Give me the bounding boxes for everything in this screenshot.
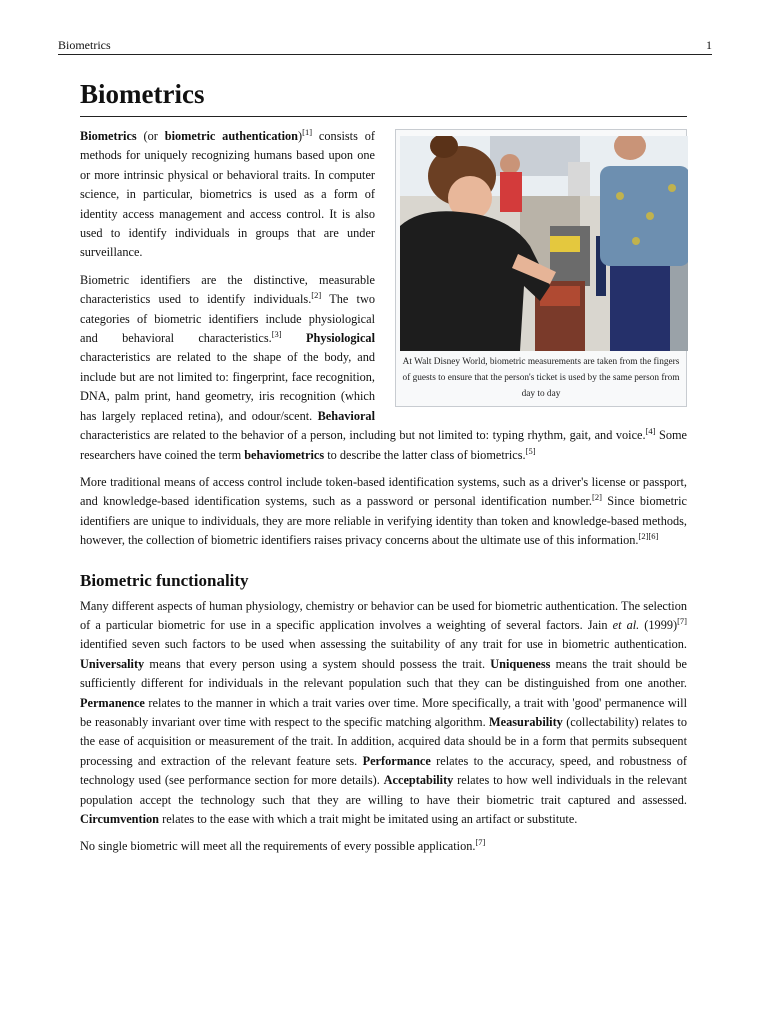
citation-link[interactable]: [1] bbox=[302, 127, 313, 137]
page-number: 1 bbox=[706, 38, 712, 52]
figure-caption: At Walt Disney World, biometric measurements are taken from the fingers of guests to ensure that the person's ticket is used by the same person from day to day bbox=[402, 357, 680, 399]
citation-link[interactable]: [2] bbox=[592, 492, 602, 503]
citation-link[interactable]: [3] bbox=[271, 329, 282, 340]
citation-link[interactable]: [2] bbox=[311, 290, 322, 301]
running-title: Biometrics bbox=[58, 38, 111, 52]
citation-link[interactable]: [5] bbox=[525, 445, 536, 456]
paragraph-intro: Biometrics (or biometric authentication)[1] consists of methods for uniquely recognizing humans based upon one or more intrinsic physical or behavioral traits. In computer science, in particular, biometrics is used as a form of identity access management and access control. It is also used to identify individuals in groups that are under surveillance. bbox=[80, 127, 375, 260]
citation-link[interactable]: [7] bbox=[475, 837, 486, 848]
photo-park-entrance-scanner bbox=[400, 136, 688, 351]
paragraph-conclusion: No single biometric will meet all the requirements of every possible application.[7] bbox=[80, 837, 486, 854]
citation-link[interactable]: [4] bbox=[645, 426, 656, 437]
paragraph-functionality: Many different aspects of human physiology, chemistry or behavior can be used for biometric authentication. The selection of a particular biometric for use in a specific application involves a weighting of several factors. Jain et al. (1999)[7] identified seven such factors to be used when assessing the suitability of any trait for use in biometric authentication. Universality means that every person using a system should possess the trait. Uniqueness means the trait should be sufficiently different for individuals in the relevant population such that they can be distinguished from one another. Permanence relates to the manner in which a trait varies over time. More specifically, a trait with 'good' permanence will be reasonably invariant over time with respect to the specific matching algorithm. Measurability (collectability) relates to the ease of acquisition or measurement of the trait. In addition, acquired data should be in a form that permits subsequent processing and extraction of the relevant feature sets. Performance relates to the accuracy, speed, and robustness of technology used (see performance section for more details). Acceptability relates to how well individuals in the relevant population accept the technology such that they are willing to have their biometric trait captured and assessed. Circumvention relates to the ease with which a trait might be imitated using an artifact or substitute. bbox=[80, 598, 688, 826]
paragraph-identifiers: Biometric identifiers are the distinctive, measurable characteristics used to identify individuals.[2] The two categories of biometric identifiers include physiological and behavioral characteristics.[3] Physiological characteristics are related to the shape of the body, and include but are not limited to: fingerprint, face recognition, DNA, palm print, hand geometry, iris recognition (which has largely replaced retina), and odour/scent. Behavioral characteristics are related to the behavior of a person, including but not limited to: typing rhythm, gait, and voice.[4] Some researchers have coined the term behaviometrics to describe the latter class of biometrics.[5] bbox=[80, 272, 687, 462]
citation-link[interactable]: [2][6] bbox=[638, 531, 659, 542]
running-header bbox=[58, 38, 712, 55]
figure-thumbnail bbox=[395, 129, 687, 407]
article-body bbox=[80, 74, 687, 865]
citation-link[interactable]: [7] bbox=[677, 615, 688, 626]
paragraph-access-control: More traditional means of access control include token-based identification systems, such as a driver's license or passport, and knowledge-based identification systems, such as a password or personal identification number.[2] Since biometric identifiers are unique to individuals, they are more reliable in verifying identity than token and knowledge-based methods, however, the collection of biometric identifiers raises privacy concerns about the ultimate use of this information.[2][6] bbox=[80, 474, 688, 548]
article-title: Biometrics bbox=[80, 74, 687, 117]
section-heading: Biometric functionality bbox=[80, 570, 249, 590]
